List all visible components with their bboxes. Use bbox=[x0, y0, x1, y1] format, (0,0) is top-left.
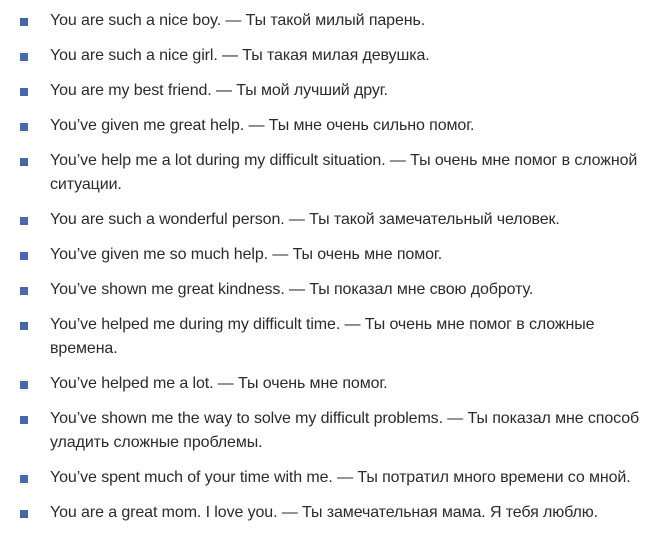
list-item bbox=[0, 313, 670, 361]
list-item-text: You’ve helped me a lot. — Ты очень мне помог. bbox=[50, 375, 388, 392]
list-item-text: You’ve shown me the way to solve my difficult problems. — Ты показал мне способ уладить сложные проблемы. bbox=[50, 410, 640, 451]
list-item-text: You are such a nice girl. — Ты такая милая девушка. bbox=[50, 47, 430, 64]
square-bullet-icon bbox=[20, 322, 28, 330]
list-item bbox=[0, 44, 670, 68]
list-item bbox=[0, 407, 670, 455]
square-bullet-icon bbox=[20, 217, 28, 225]
list-item-text: You’ve given me so much help. — Ты очень мне помог. bbox=[50, 246, 443, 263]
list-item bbox=[0, 208, 670, 232]
list-item bbox=[0, 501, 670, 525]
square-bullet-icon bbox=[20, 416, 28, 424]
list-item bbox=[0, 9, 670, 33]
list-item-text: You’ve given me great help. — Ты мне очень сильно помог. bbox=[50, 117, 475, 134]
list-item-text: You’ve help me a lot during my difficult situation. — Ты очень мне помог в сложной ситуации. bbox=[50, 152, 638, 193]
list-item-text: You’ve helped me during my difficult time. — Ты очень мне помог в сложные времена. bbox=[50, 316, 595, 357]
list-item bbox=[0, 114, 670, 138]
list-item-text: You’ve spent much of your time with me. — Ты потратил много времени со мной. bbox=[50, 469, 631, 486]
square-bullet-icon bbox=[20, 252, 28, 260]
list-item-text: You are such a wonderful person. — Ты такой замечательный человек. bbox=[50, 211, 560, 228]
square-bullet-icon bbox=[20, 287, 28, 295]
list-item-text: You are a great mom. I love you. — Ты замечательная мама. Я тебя люблю. bbox=[50, 504, 599, 521]
square-bullet-icon bbox=[20, 475, 28, 483]
square-bullet-icon bbox=[20, 510, 28, 518]
square-bullet-icon bbox=[20, 18, 28, 26]
list-item bbox=[0, 466, 670, 490]
list-item bbox=[0, 372, 670, 396]
list-item bbox=[0, 278, 670, 302]
square-bullet-icon bbox=[20, 88, 28, 96]
list-item-text: You’ve shown me great kindness. — Ты показал мне свою доброту. bbox=[50, 281, 534, 298]
square-bullet-icon bbox=[20, 53, 28, 61]
list-item bbox=[0, 79, 670, 103]
list-item-text: You are such a nice boy. — Ты такой милый парень. bbox=[50, 12, 426, 29]
square-bullet-icon bbox=[20, 123, 28, 131]
square-bullet-icon bbox=[20, 381, 28, 389]
list-item bbox=[0, 243, 670, 267]
list-item-text: You are my best friend. — Ты мой лучший друг. bbox=[50, 82, 388, 99]
square-bullet-icon bbox=[20, 158, 28, 166]
list-item bbox=[0, 149, 670, 197]
